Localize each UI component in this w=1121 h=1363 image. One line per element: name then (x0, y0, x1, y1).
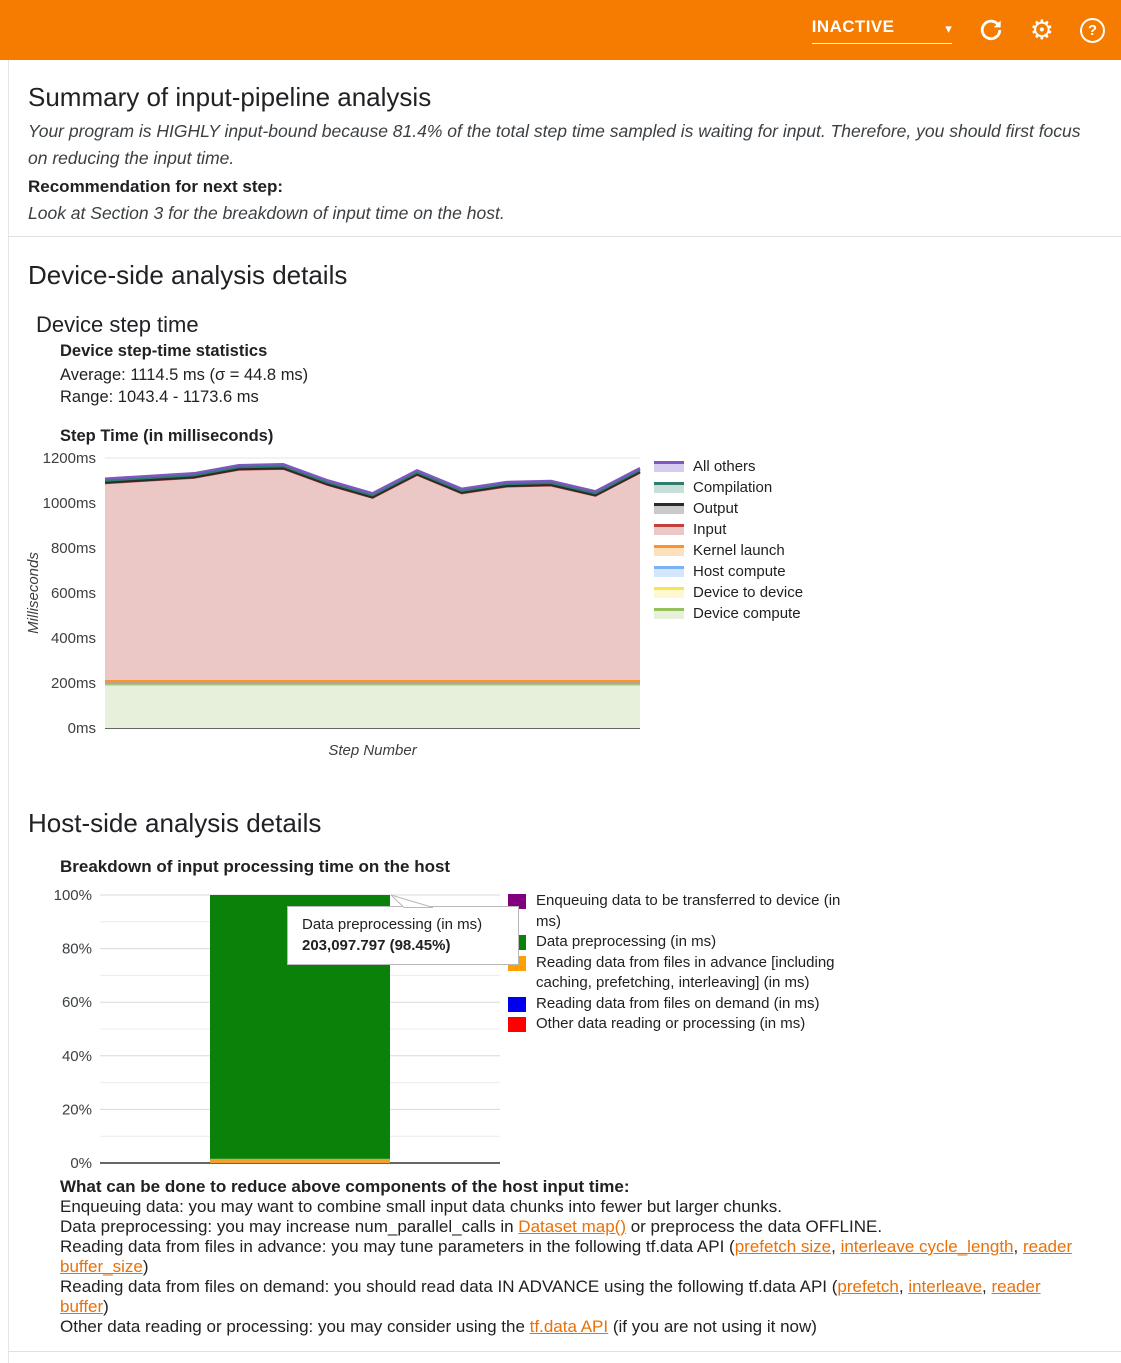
legend-label: Device to device (693, 584, 804, 601)
host-chart-legend (508, 891, 938, 1035)
legend-swatch (508, 997, 526, 1012)
summary-body: Your program is HIGHLY input-bound because 81.4% of the total step time sampled is waiting for input. Therefore, you should first focus on reducing the input time. (28, 121, 1081, 168)
legend-label: Other data reading or processing (in ms) (536, 1015, 806, 1032)
legend-swatch (654, 566, 684, 577)
section-divider (8, 236, 1121, 237)
host-chart-title: Breakdown of input processing time on the host (60, 857, 451, 876)
device-step-time-title: Device step time (36, 312, 199, 337)
device-step-time-chart[interactable] (20, 448, 670, 759)
advice-line (60, 1217, 1076, 1237)
host-advice-block (60, 1177, 1076, 1337)
advice-line (60, 1197, 1076, 1217)
legend-label: Kernel launch (693, 542, 785, 559)
recommendation-body: Look at Section 3 for the breakdown of input time on the host. (28, 203, 505, 223)
legend-label: Output (693, 500, 739, 517)
legend-item (508, 953, 938, 994)
legend-swatch (654, 608, 684, 619)
advice-link[interactable]: tf.data API (529, 1317, 609, 1336)
svg-text:1000ms: 1000ms (42, 495, 96, 512)
advice-link[interactable]: reader buffer_size (60, 1237, 1073, 1276)
legend-item (654, 561, 803, 582)
legend-label: Host compute (693, 563, 786, 580)
advice-text: Data preprocessing: you may increase num_parallel_calls in (60, 1217, 519, 1236)
advice-text: , (898, 1277, 909, 1296)
device-section-title: Device-side analysis details (28, 260, 348, 290)
bottom-divider (8, 1351, 1121, 1352)
summary-title: Summary of input-pipeline analysis (28, 82, 432, 112)
step-time-chart-title: Step Time (in milliseconds) (60, 427, 274, 445)
svg-text:40%: 40% (61, 1047, 92, 1065)
legend-item (654, 456, 803, 477)
legend-item (508, 994, 938, 1015)
toolbar (0, 0, 1121, 60)
advice-text: (if you are not using it now) (608, 1317, 817, 1336)
legend-item (654, 519, 803, 540)
svg-text:100%: 100% (53, 887, 92, 904)
help-icon[interactable]: ? (1080, 18, 1105, 43)
svg-text:0ms: 0ms (67, 720, 96, 737)
advice-lines (60, 1197, 1076, 1337)
legend-item (654, 540, 803, 561)
recommendation-label: Recommendation for next step: (28, 177, 284, 196)
legend-item (654, 582, 803, 603)
svg-text:0%: 0% (70, 1155, 92, 1172)
legend-label: Compilation (693, 479, 773, 496)
advice-link[interactable]: reader buffer (60, 1277, 1041, 1316)
legend-item (654, 477, 803, 498)
svg-text:400ms: 400ms (50, 630, 96, 647)
legend-swatch (654, 503, 684, 514)
svg-text:1200ms: 1200ms (42, 450, 96, 467)
svg-text:60%: 60% (61, 994, 92, 1012)
advice-line (60, 1277, 1076, 1317)
advice-text: or preprocess the data OFFLINE. (626, 1217, 883, 1236)
svg-text:Step Number: Step Number (328, 742, 417, 759)
advice-text: , (831, 1237, 841, 1256)
refresh-icon-svg (978, 17, 1004, 43)
legend-item (654, 603, 803, 624)
advice-text: ) (103, 1297, 109, 1316)
svg-text:20%: 20% (61, 1101, 92, 1119)
legend-swatch (654, 461, 684, 472)
device-stats-range: Range: 1043.4 - 1173.6 ms (60, 388, 259, 406)
device-chart-legend (654, 456, 803, 624)
host-section-title: Host-side analysis details (28, 808, 322, 838)
advice-line (60, 1237, 1076, 1277)
svg-text:80%: 80% (61, 940, 92, 958)
legend-item (508, 932, 938, 953)
advice-text: , (1013, 1237, 1023, 1256)
svg-text:Milliseconds: Milliseconds (25, 552, 42, 634)
svg-text:200ms: 200ms (50, 675, 96, 692)
advice-text: ) (142, 1257, 149, 1276)
advice-text: Enqueuing data: you may want to combine small input data chunks into fewer but larger chunks. (60, 1197, 782, 1216)
settings-gear-icon[interactable]: ⚙ (1029, 14, 1054, 45)
tooltip-value: 203,097.797 (98.45%) (302, 937, 451, 954)
tooltip-series-label: Data preprocessing (in ms) (302, 916, 483, 933)
svg-text:600ms: 600ms (50, 585, 96, 602)
toolbar-controls (812, 0, 1105, 60)
advice-text: , (982, 1277, 992, 1296)
legend-label: Input (693, 521, 727, 538)
advice-link[interactable]: prefetch size (734, 1237, 832, 1256)
chart-tooltip (287, 906, 519, 965)
caret-down-icon: ▾ (945, 20, 952, 36)
device-stats-average: Average: 1114.5 ms (σ = 44.8 ms) (60, 366, 309, 384)
device-step-time-chart-svg (20, 448, 670, 759)
legend-swatch (654, 482, 684, 493)
legend-label: Device compute (693, 605, 801, 622)
legend-item (654, 498, 803, 519)
legend-label: Enqueuing data to be transferred to device (in ms) (536, 892, 841, 930)
legend-item (508, 891, 938, 932)
capture-status-dropdown[interactable] (812, 17, 952, 44)
legend-label: All others (693, 458, 756, 475)
svg-text:800ms: 800ms (50, 540, 96, 557)
legend-label: Reading data from files on demand (in ms) (536, 994, 820, 1012)
advice-text: Reading data from files in advance: you may tune parameters in the following tf.data API ( (60, 1237, 735, 1256)
legend-label: Reading data from files in advance [including caching, prefetching, interleaving] (in ms) (536, 953, 835, 991)
advice-link[interactable]: interleave (908, 1277, 983, 1296)
legend-swatch (654, 587, 684, 598)
advice-link[interactable]: interleave cycle_length (840, 1237, 1014, 1256)
device-stats-title: Device step-time statistics (60, 342, 268, 360)
advice-link[interactable]: prefetch (837, 1277, 899, 1296)
legend-label: Data preprocessing (in ms) (536, 933, 717, 950)
tooltip-pointer (388, 894, 436, 908)
advice-text: Reading data from files on demand: you should read data IN ADVANCE using the following tf.data API ( (60, 1277, 838, 1296)
legend-swatch (654, 524, 684, 535)
advice-text: Other data reading or processing: you may consider using the (60, 1317, 530, 1336)
advice-line (60, 1317, 1076, 1337)
legend-swatch (654, 545, 684, 556)
legend-swatch (508, 1017, 526, 1032)
legend-item (508, 1014, 938, 1035)
status-label: INACTIVE (811, 16, 895, 36)
advice-title: What can be done to reduce above components of the host input time: (60, 1177, 630, 1196)
advice-link[interactable]: Dataset map() (518, 1217, 626, 1236)
refresh-icon[interactable] (978, 17, 1004, 43)
